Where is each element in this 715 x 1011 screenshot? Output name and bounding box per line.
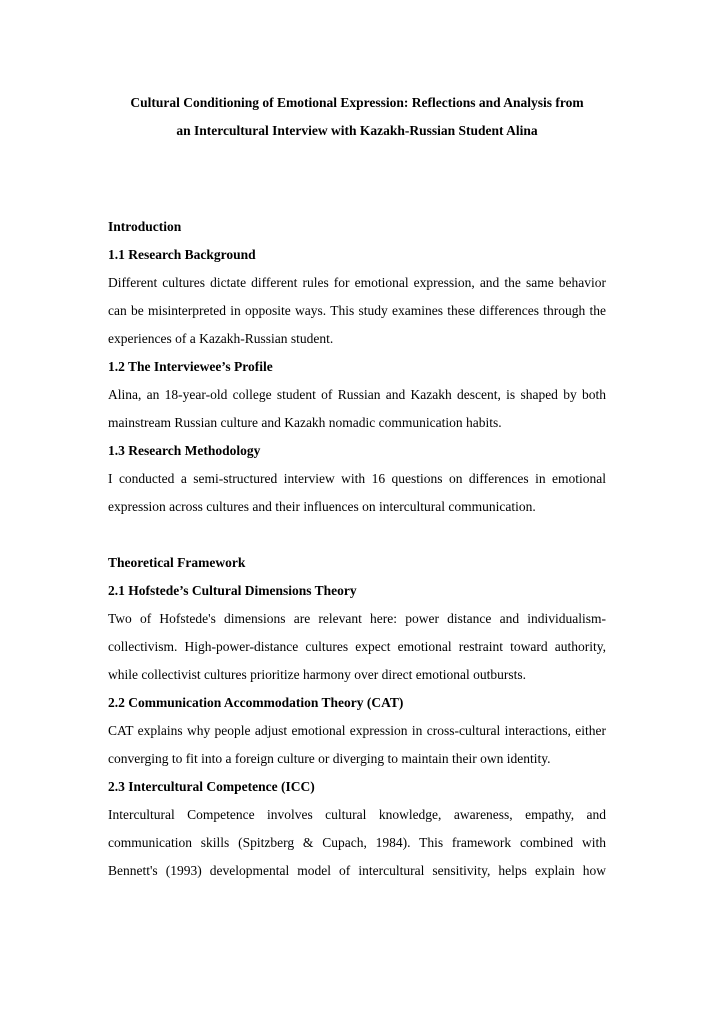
interviewee-profile-text: Alina, an 18-year-old college student of Russian and Kazakh descent, is shaped by both mainstream Russian culture and Kazakh nomadic communication habits. bbox=[108, 387, 606, 430]
cat-text: CAT explains why people adjust emotional expression in cross-cultural interactions, either converging to fit into a foreign culture or diverging to maintain their own identity. bbox=[108, 723, 606, 766]
hofstede-heading: 2.1 Hofstede’s Cultural Dimensions Theory bbox=[108, 583, 357, 598]
interviewee-profile-heading: 1.2 The Interviewee’s Profile bbox=[108, 359, 273, 374]
title-line-1: Cultural Conditioning of Emotional Expression: Reflections and Analysis from bbox=[130, 95, 584, 110]
document-page bbox=[108, 89, 606, 885]
research-background-heading: 1.1 Research Background bbox=[108, 247, 256, 262]
research-methodology-text: I conducted a semi-structured interview with 16 questions on differences in emotional expression across cultures and their influences on intercultural communication. bbox=[108, 471, 606, 514]
research-background-text: Different cultures dictate different rules for emotional expression, and the same behavior can be misinterpreted in opposite ways. This study examines these differences through the experiences of a Kazakh-Russian student. bbox=[108, 275, 606, 346]
introduction-section bbox=[108, 213, 606, 521]
cat-heading: 2.2 Communication Accommodation Theory (CAT) bbox=[108, 695, 404, 710]
theoretical-framework-section bbox=[108, 549, 606, 885]
theoretical-framework-heading: Theoretical Framework bbox=[108, 555, 246, 570]
icc-heading: 2.3 Intercultural Competence (ICC) bbox=[108, 779, 315, 794]
icc-text: Intercultural Competence involves cultural knowledge, awareness, empathy, and communication skills (Spitzberg & Cupach, 1984). This framework combined with Bennett's (1993) developmental model of intercultural sensitivity, helps explain how bbox=[108, 807, 606, 878]
introduction-heading: Introduction bbox=[108, 219, 182, 234]
title-line-2: an Intercultural Interview with Kazakh-Russian Student Alina bbox=[176, 123, 538, 138]
hofstede-text: Two of Hofstede's dimensions are relevant here: power distance and individualism-collectivism. High-power-distance cultures expect emotional restraint toward authority, while collectivist cultures prioritize harmony over direct emotional outbursts. bbox=[108, 611, 606, 682]
research-methodology-heading: 1.3 Research Methodology bbox=[108, 443, 261, 458]
document-title bbox=[98, 89, 616, 145]
